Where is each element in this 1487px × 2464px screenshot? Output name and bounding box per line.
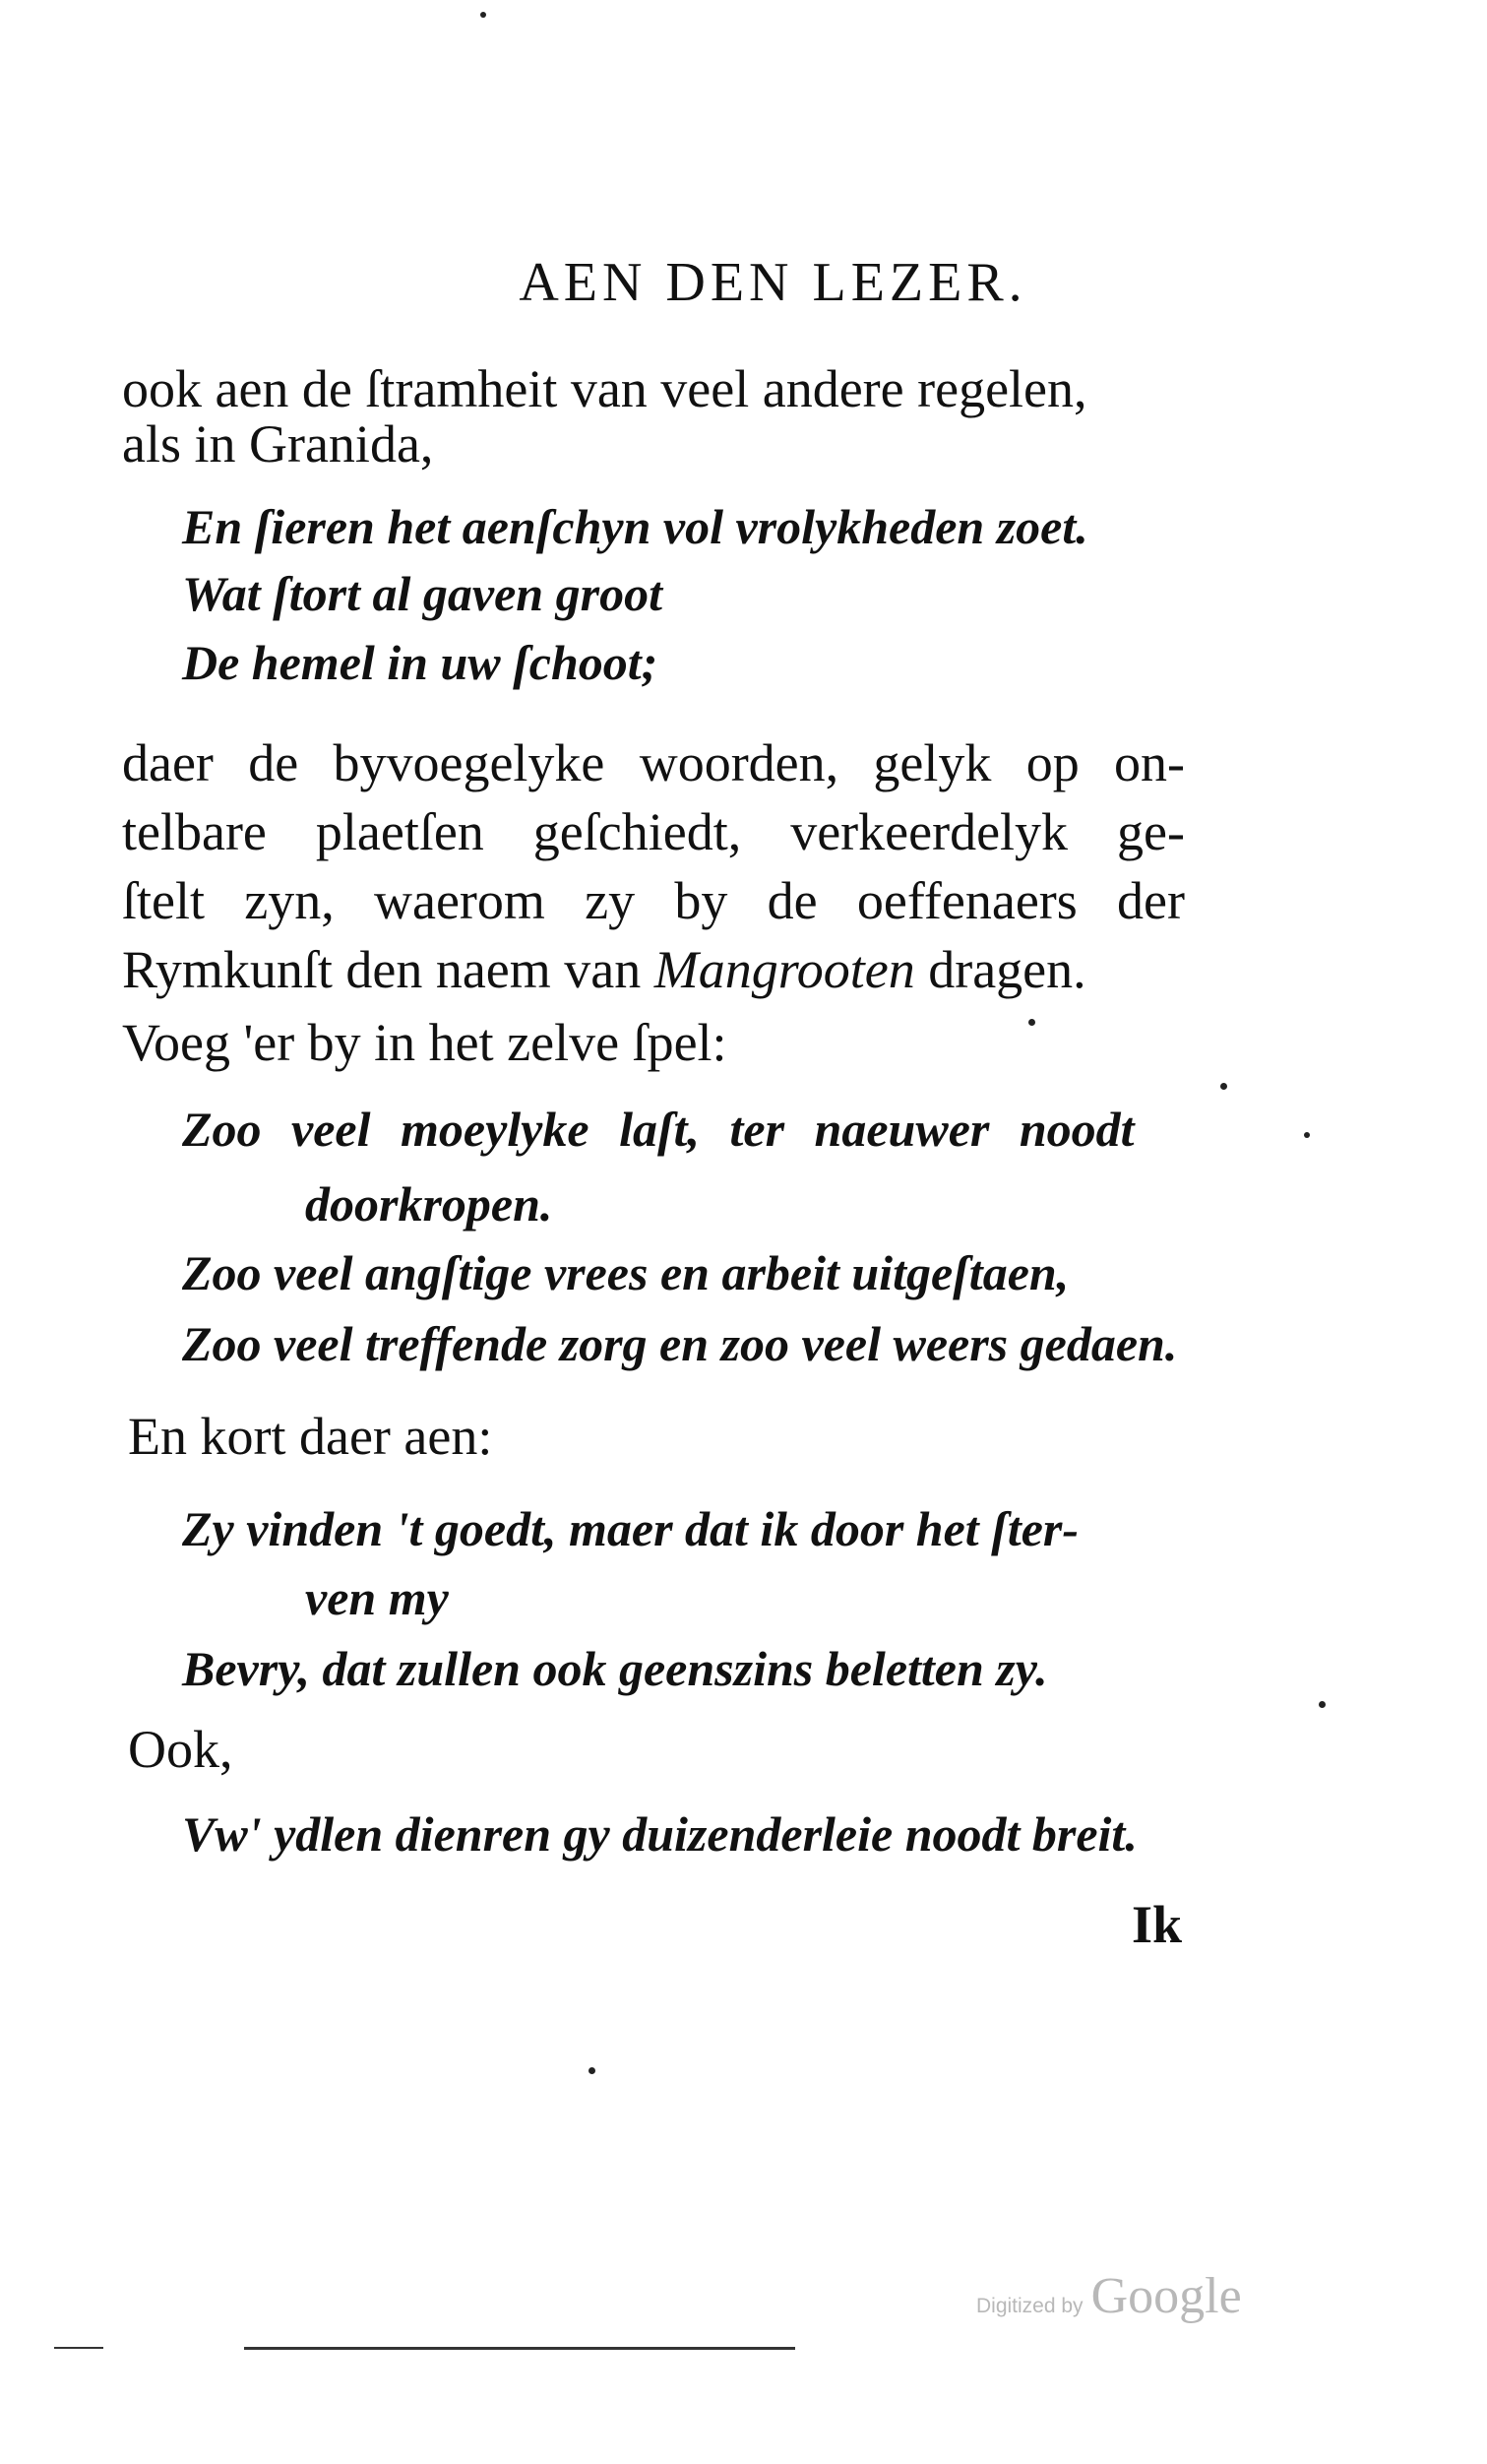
- verse-line: ven my: [305, 1570, 449, 1625]
- scan-rule: [54, 2347, 103, 2349]
- verse-line: Vw' ydlen dienren gy duizenderleie noodt breit.: [182, 1806, 1138, 1862]
- verse-line: Zoo veel angſtige vrees en arbeit uitgeſtaen,: [182, 1245, 1070, 1300]
- italic-term: Mangrooten: [653, 940, 915, 999]
- verse-line: En ſieren het aenſchyn vol vrolykheden zoet.: [182, 499, 1088, 554]
- text-line: ook aen de ſtramheit van veel andere regelen,: [122, 359, 1087, 418]
- text-line: Voeg 'er by in het zelve ſpel:: [122, 1013, 727, 1072]
- scan-speck: [1028, 1019, 1035, 1026]
- text-line: als in Granida,: [122, 414, 434, 474]
- watermark-brand: Google: [1090, 2268, 1242, 2324]
- scan-speck: [480, 12, 486, 18]
- text-line: daer de byvoegelyke woorden, gelyk op on-: [122, 733, 1185, 792]
- text-line: [122, 940, 1086, 999]
- text-line: telbare plaetſen geſchiedt, verkeerdelyk ge-: [122, 802, 1185, 861]
- scan-rule: [244, 2347, 795, 2350]
- verse-line: De hemel in uw ſchoot;: [182, 635, 658, 690]
- text-segment: Rymkunſt den naem van: [122, 940, 654, 999]
- scan-speck: [1319, 1701, 1326, 1708]
- digitized-watermark: [976, 2267, 1242, 2325]
- catchword: Ik: [1131, 1895, 1182, 1954]
- scan-speck: [1220, 1083, 1227, 1090]
- verse-line: Bevry, dat zullen ook geenszins beletten zy.: [182, 1641, 1048, 1696]
- verse-line: Wat ſtort al gaven groot: [182, 566, 662, 621]
- text-line: Ook,: [128, 1720, 233, 1779]
- scan-speck: [589, 2067, 595, 2074]
- page-header: AEN DEN LEZER.: [519, 252, 1027, 313]
- text-line: ſtelt zyn, waerom zy by de oeffenaers der: [122, 871, 1185, 930]
- watermark-prefix: Digitized by: [976, 2295, 1084, 2317]
- verse-line: Zy vinden 't goedt, maer dat ik door het ſter-: [182, 1501, 1080, 1556]
- verse-line: Zoo veel moeylyke laſt, ter naeuwer noodt: [182, 1102, 1135, 1157]
- text-line: En kort daer aen:: [128, 1407, 493, 1466]
- verse-line: Zoo veel treffende zorg en zoo veel weers gedaen.: [182, 1316, 1178, 1371]
- scan-speck: [1304, 1132, 1310, 1138]
- verse-line: doorkropen.: [305, 1176, 553, 1232]
- text-segment: dragen.: [914, 940, 1086, 999]
